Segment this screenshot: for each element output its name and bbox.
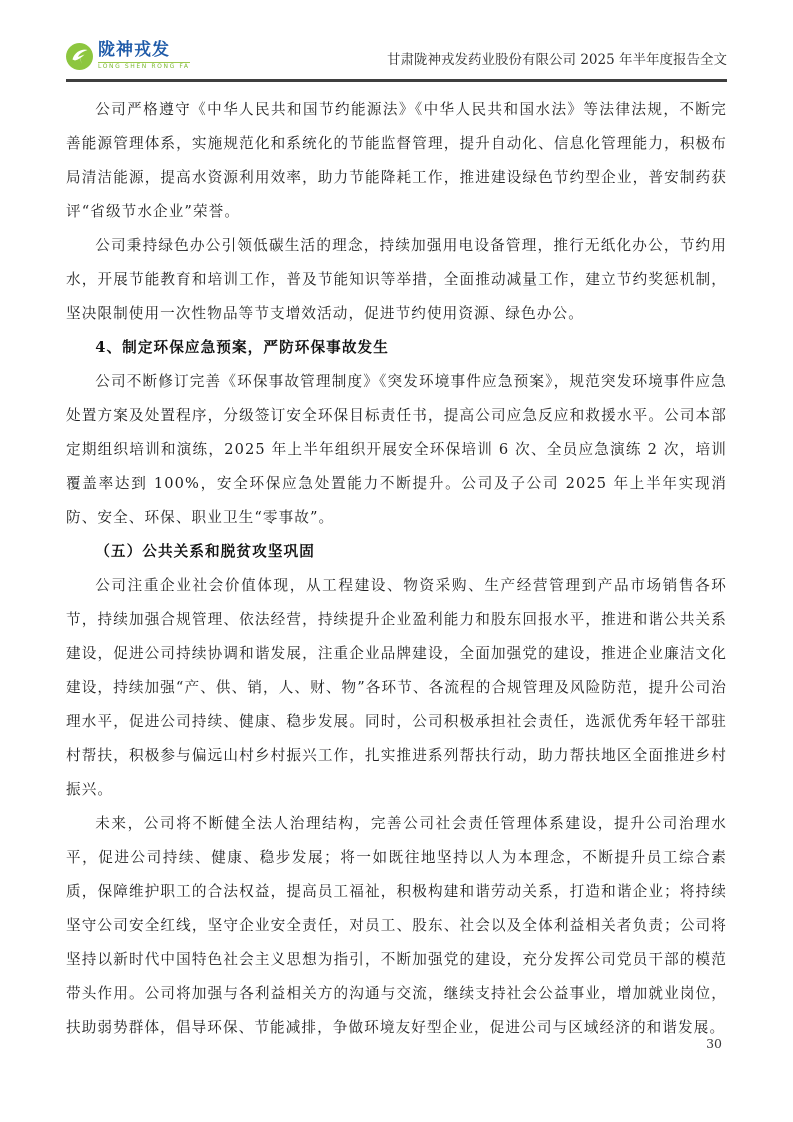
company-logo-text xyxy=(98,42,190,70)
paragraph: 未来，公司将不断健全法人治理结构，完善公司社会责任管理体系建设，提升公司治理水平，促进公司持续、健康、稳步发展；将一如既往地坚持以人为本理念，不断提升员工综合素质，保障维护职工的合法权益，提高员工福祉，积极构建和谐劳动关系，打造和谐企业；将持续坚守公司安全红线，坚守企业安全责任，对员工、股东、社会以及全体利益相关者负责；公司将坚持以新时代中国特色社会主义思想为指引，不断加强党的建设，充分发挥公司党员干部的模范带头作用。公司将加强与各利益相关方的沟通与交流，继续支持社会公益事业，增加就业岗位，扶助弱势群体，倡导环保、节能减排，争做环境友好型企业，促进公司与区域经济的和谐发展。 xyxy=(66,815,727,1036)
section-heading: （五）公共关系和脱贫攻坚巩固 xyxy=(95,543,315,560)
paragraph: 公司严格遵守《中华人民共和国节约能源法》《中华人民共和国水法》等法律法规，不断完善能源管理体系，实施规范化和系统化的节能监督管理，提升自动化、信息化管理能力，积极布局清洁能源，提高水资源利用效率，助力节能降耗工作，推进建设绿色节约型企业，普安制药获评“省级节水企业”荣誉。 xyxy=(66,101,727,220)
report-header-title: 甘肃陇神戎发药业股份有限公司 2025 年半年度报告全文 xyxy=(387,52,727,68)
section-heading: 4、制定环保应急预案，严防环保事故发生 xyxy=(95,339,389,356)
company-logo xyxy=(66,42,190,70)
page-number: 30 xyxy=(706,1036,722,1051)
page-header xyxy=(66,42,727,82)
paragraph: 公司秉持绿色办公引领低碳生活的理念，持续加强用电设备管理，推行无纸化办公，节约用水，开展节能教育和培训工作，普及节能知识等举措，全面推动减量工作，建立节约奖惩机制，坚决限制使用一次性物品等节支增效活动，促进节约使用资源、绿色办公。 xyxy=(66,237,727,322)
logo-chinese-name: 陇神戎发 xyxy=(98,40,170,60)
logo-english-name: LONG SHEN RONG FA xyxy=(98,63,190,70)
company-logo-icon xyxy=(66,43,93,70)
paragraph: 公司注重企业社会价值体现，从工程建设、物资采购、生产经营管理到产品市场销售各环节，持续加强合规管理、依法经营，持续提升企业盈利能力和股东回报水平，推进和谐公共关系建设，促进公司持续协调和谐发展，注重企业品牌建设，全面加强党的建设，推进企业廉洁文化建设，持续加强“产、供、销，人、财、物”各环节、各流程的合规管理及风险防范，提升公司治理水平，促进公司持续、健康、稳步发展。同时，公司积极承担社会责任，选派优秀年轻干部驻村帮扶，积极参与偏远山村乡村振兴工作，扎实推进系列帮扶行动，助力帮扶地区全面推进乡村振兴。 xyxy=(66,577,727,798)
document-body xyxy=(66,93,727,1045)
paragraph: 公司不断修订完善《环保事故管理制度》《突发环境事件应急预案》，规范突发环境事件应急处置方案及处置程序，分级签订安全环保目标责任书，提高公司应急反应和救援水平。公司本部定期组织培训和演练，2025 年上半年组织开展安全环保培训 6 次、全员应急演练 2 次，培训覆盖率达到 100%，安全环保应急处置能力不断提升。公司及子公司 2025 年上半年实现消防、安全、环保、职业卫生“零事故”。 xyxy=(66,373,727,526)
